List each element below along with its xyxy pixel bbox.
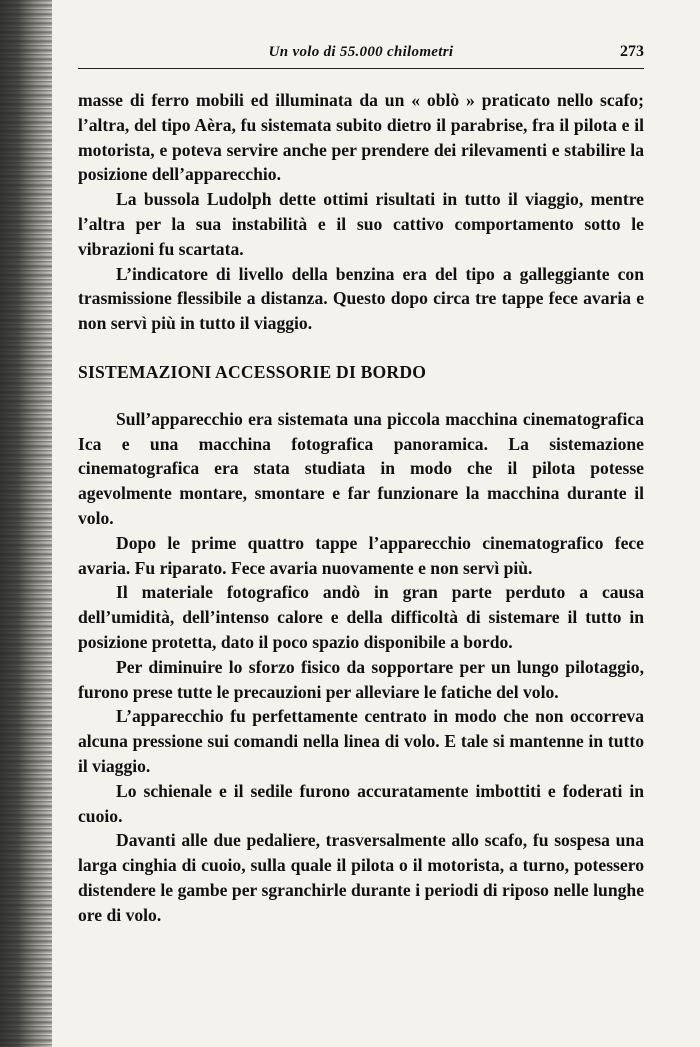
paragraph: masse di ferro mobili ed illuminata da un « oblò » praticato nello scafo; l’altra, del tipo Aèra, fu sistemata subito dietro il parabrise, fra il pilota e il motorista, e poteva servire anche per prendere dei rilevamenti e stabilire la posizione dell’apparecchio. — [78, 90, 644, 185]
paragraph: Per diminuire lo sforzo fisico da sopportare per un lungo pilotaggio, furono prese tutte le precauzioni per alleviare le fatiche del volo. — [78, 656, 644, 702]
paragraphs-after-section — [78, 407, 644, 928]
paragraph: Dopo le prime quattro tappe l’apparecchio cinematografico fece avaria. Fu riparato. Fece avaria nuovamente e non servì più. — [78, 532, 644, 578]
paragraph: Sull’apparecchio era sistemata una piccola macchina cinematografica Ica e una macchina fotografica panoramica. La sistemazione cinematografica era stata studiata in modo che il pilota potesse agevolmente montare, smontare e far funzionare la macchina durante il volo. — [78, 408, 644, 528]
section-heading: SISTEMAZIONI ACCESSORIE DI BORDO — [78, 361, 427, 382]
paragraph: Lo schienale e il sedile furono accuratamente imbottiti e foderati in cuoio. — [78, 780, 644, 826]
running-title: Un volo di 55.000 chilometri — [268, 44, 454, 60]
paragraph: L’indicatore di livello della benzina era del tipo a galleggiante con trasmissione flessibile a distanza. Questo dopo circa tre tappe fece avaria e non servì più in tutto il viaggio. — [78, 263, 644, 334]
page-body — [78, 88, 644, 928]
paragraph: Il materiale fotografico andò in gran parte perduto a causa dell’umidità, dell’intenso calore e della difficoltà di sistemare il tutto in posizione protetta, dato il poco spazio disponibile a bordo. — [78, 582, 644, 652]
page-header — [78, 40, 644, 69]
paragraphs-before-section — [78, 88, 644, 336]
paragraph: La bussola Ludolph dette ottimi risultati in tutto il viaggio, mentre l’altra per la sua instabilità e il suo cattivo comportamento sotto le vibrazioni fu scartata. — [78, 189, 644, 259]
paragraph: L’apparecchio fu perfettamente centrato in modo che non occorreva alcuna pressione sui comandi nella linea di volo. E tale si mantenne in tutto il viaggio. — [78, 706, 644, 776]
paragraph: Davanti alle due pedaliere, trasversalmente allo scafo, fu sospesa una larga cinghia di cuoio, sulla quale il pilota o il motorista, a turno, potessero distendere le gambe per sgranchirle durante i periodi di riposo nelle lunghe ore di volo. — [78, 830, 644, 925]
book-spine-shadow — [0, 0, 52, 1047]
page-number: 273 — [620, 43, 644, 60]
